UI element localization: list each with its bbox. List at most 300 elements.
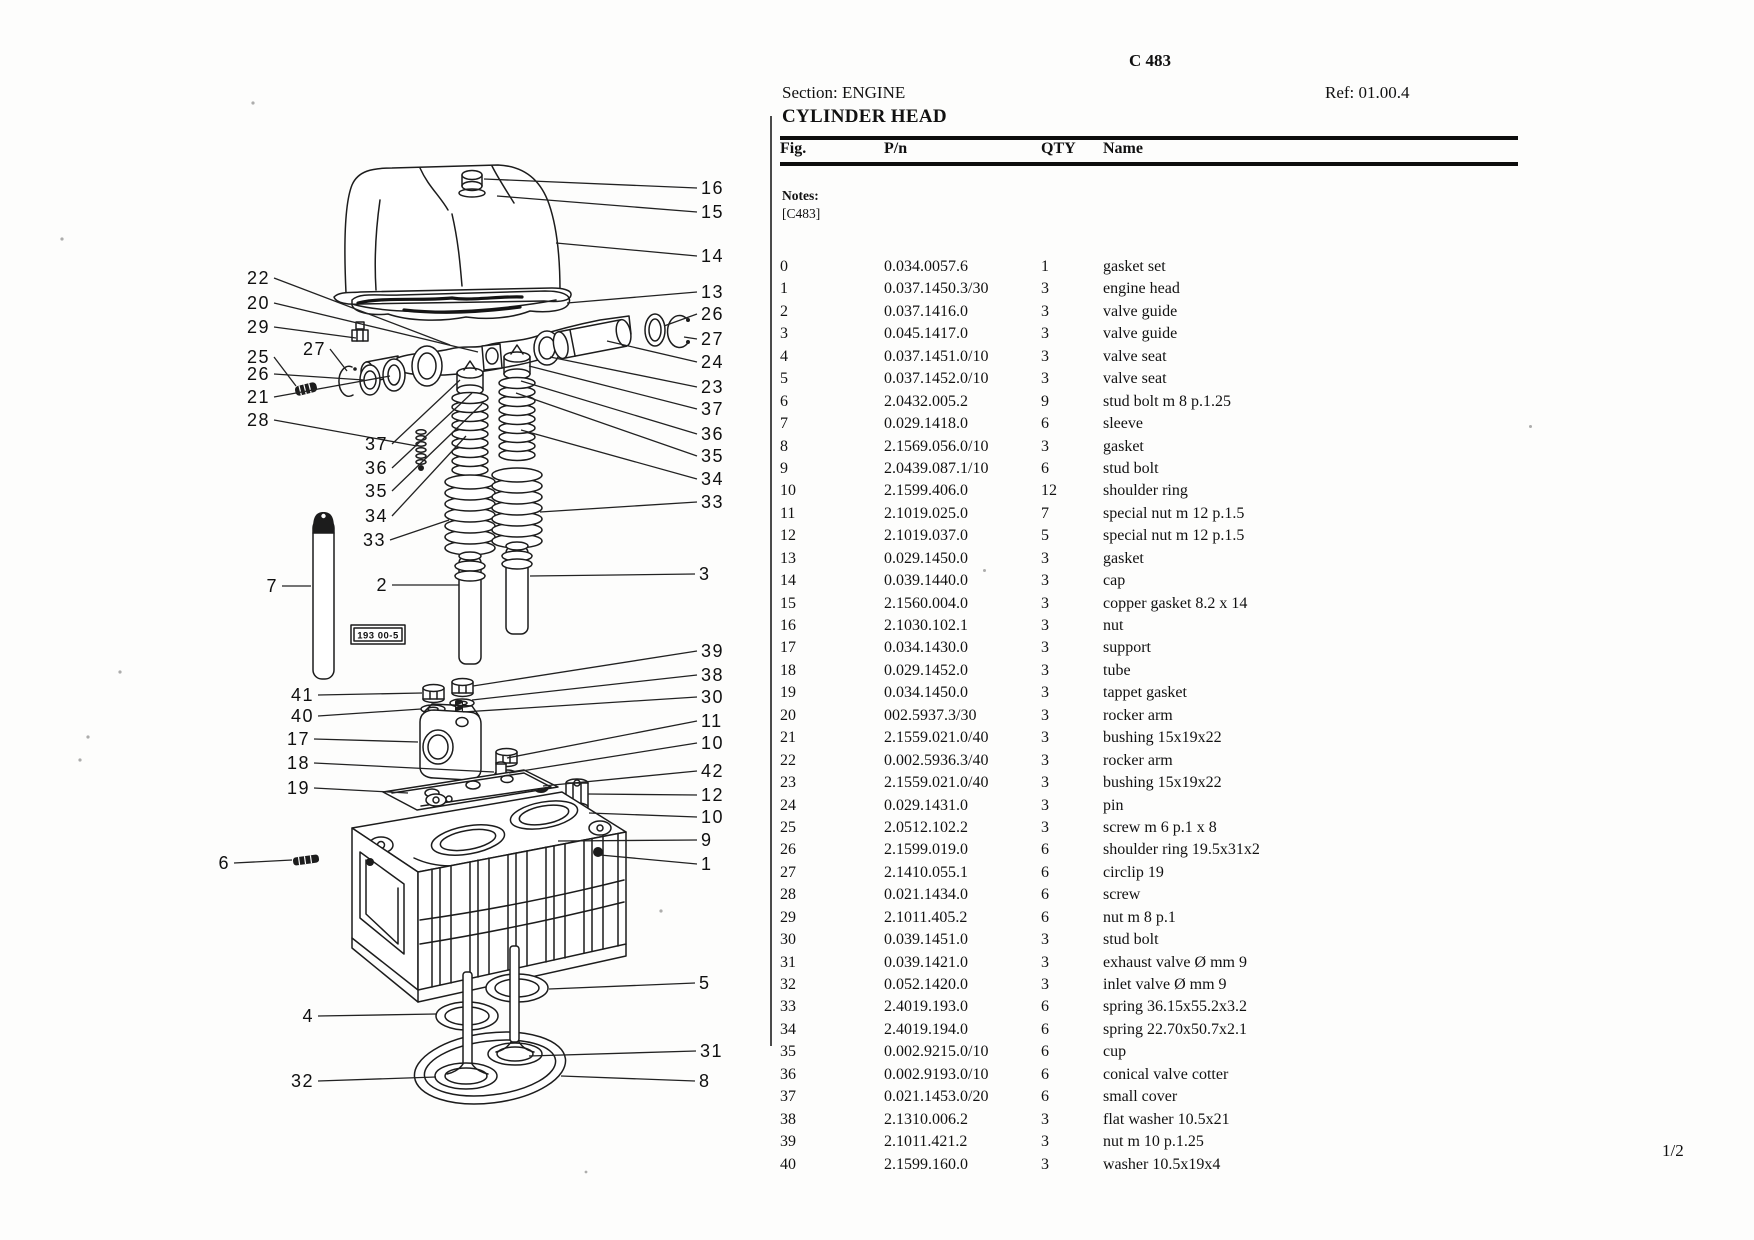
svg-text:12: 12 [701, 785, 725, 805]
cell-pn: 0.037.1451.0/10 [884, 347, 989, 365]
cell-name: bushing 15x19x22 [1103, 729, 1222, 747]
table-row [780, 795, 1518, 817]
cell-pn: 0.034.0057.6 [884, 258, 968, 275]
callout-35 [516, 393, 724, 466]
cell-pn: 2.0512.102.2 [884, 818, 968, 836]
cell-pn: 0.029.1452.0 [884, 661, 968, 679]
cell-fig: 13 [780, 549, 796, 567]
table-row [780, 772, 1518, 794]
svg-text:1: 1 [701, 854, 713, 874]
table-row [780, 1041, 1518, 1063]
cell-qty: 3 [1041, 280, 1049, 298]
cell-qty: 3 [1041, 370, 1049, 388]
cell-name: support [1103, 639, 1151, 657]
cell-pn: 2.1599.406.0 [884, 482, 968, 500]
callout-14 [556, 243, 724, 266]
page-title: CYLINDER HEAD [782, 106, 947, 127]
svg-text:38: 38 [701, 665, 725, 685]
table-row [780, 996, 1518, 1018]
scan-dot [983, 569, 986, 572]
callout-5 [549, 973, 711, 993]
cell-qty: 3 [1041, 684, 1049, 702]
svg-text:27: 27 [701, 329, 725, 349]
cell-fig: 9 [780, 459, 788, 477]
svg-text:35: 35 [701, 446, 725, 466]
callout-11 [507, 711, 723, 758]
cell-fig: 33 [780, 998, 796, 1016]
table-row [780, 593, 1518, 615]
callout-29 [247, 317, 356, 338]
table-row [780, 480, 1518, 502]
svg-text:19: 19 [286, 778, 310, 798]
cell-qty: 3 [1041, 818, 1049, 836]
cell-pn: 0.039.1440.0 [884, 572, 968, 590]
cell-qty: 12 [1041, 482, 1057, 500]
cell-qty: 6 [1041, 1020, 1049, 1038]
cell-name: rocker arm [1103, 751, 1173, 769]
callout-27 [684, 329, 724, 349]
svg-text:5: 5 [699, 973, 711, 993]
callout-12 [588, 785, 724, 805]
cell-fig: 35 [780, 1043, 796, 1061]
cell-name: shoulder ring [1103, 482, 1188, 500]
cell-qty: 6 [1041, 415, 1049, 433]
cell-name: stud bolt [1103, 931, 1159, 949]
cell-pn: 0.045.1417.0 [884, 325, 968, 343]
table-row [780, 884, 1518, 906]
cell-name: rocker arm [1103, 706, 1173, 724]
cell-pn: 0.002.5936.3/40 [884, 751, 989, 769]
cell-name: nut m 8 p.1 [1103, 908, 1176, 926]
callout-8 [561, 1071, 711, 1091]
callout-7 [266, 576, 311, 596]
svg-text:33: 33 [701, 492, 725, 512]
cell-pn: 2.0432.005.2 [884, 392, 968, 410]
callout-28 [247, 410, 417, 446]
cell-qty: 3 [1041, 1110, 1049, 1128]
cell-name: small cover [1103, 1088, 1178, 1106]
svg-text:26: 26 [246, 364, 270, 384]
svg-text:28: 28 [246, 410, 270, 430]
svg-text:7: 7 [266, 576, 278, 596]
cell-qty: 3 [1041, 639, 1049, 657]
cell-name: tappet gasket [1103, 684, 1187, 702]
svg-text:23: 23 [701, 377, 725, 397]
table-row [780, 750, 1518, 772]
cell-name: special nut m 12 p.1.5 [1103, 504, 1245, 522]
table-row [780, 548, 1518, 570]
cell-pn: 0.037.1450.3/30 [884, 280, 989, 298]
cell-fig: 29 [780, 908, 796, 926]
head-block [352, 792, 626, 1002]
table-header [780, 140, 1518, 158]
table-row [780, 278, 1518, 300]
page-number: 1/2 [1662, 1141, 1684, 1160]
svg-text:36: 36 [701, 424, 725, 444]
table-row [780, 839, 1518, 861]
cell-qty: 3 [1041, 751, 1049, 769]
cell-pn: 0.029.1431.0 [884, 796, 968, 814]
table-row [780, 1154, 1518, 1176]
cell-name: spring 22.70x50.7x2.1 [1103, 1020, 1247, 1038]
cell-pn: 0.021.1453.0/20 [884, 1088, 989, 1106]
cell-fig: 39 [780, 1133, 796, 1151]
drawing-number-box [351, 625, 405, 644]
callout-6 [218, 853, 292, 873]
cell-fig: 24 [780, 796, 796, 814]
cell-qty: 3 [1041, 594, 1049, 612]
table-row [780, 1109, 1518, 1131]
cell-pn: 2.1310.006.2 [884, 1110, 968, 1128]
cell-name: circlip 19 [1103, 863, 1164, 881]
cell-pn: 0.037.1416.0 [884, 302, 968, 320]
cell-pn: 0.039.1451.0 [884, 931, 968, 949]
callout-17 [287, 729, 418, 749]
svg-text:24: 24 [701, 352, 725, 372]
cell-name: pin [1103, 796, 1124, 814]
svg-text:8: 8 [699, 1071, 711, 1091]
svg-text:6: 6 [218, 853, 230, 873]
cell-fig: 19 [780, 684, 796, 702]
cell-pn: 2.1410.055.1 [884, 863, 968, 881]
callout-33 [540, 492, 724, 512]
svg-text:11: 11 [701, 711, 723, 731]
cell-name: sleeve [1103, 415, 1143, 433]
callout-4 [302, 1006, 436, 1026]
cell-pn: 0.037.1452.0/10 [884, 370, 989, 388]
cell-fig: 26 [780, 841, 796, 859]
cell-name: flat washer 10.5x21 [1103, 1110, 1230, 1128]
cell-qty: 6 [1041, 1088, 1049, 1106]
table-row [780, 1064, 1518, 1086]
cell-fig: 23 [780, 774, 796, 792]
cell-name: conical valve cotter [1103, 1065, 1229, 1083]
callout-26 [664, 304, 724, 326]
table-row [780, 660, 1518, 682]
svg-text:33: 33 [362, 530, 386, 550]
cell-fig: 28 [780, 886, 796, 904]
cell-pn: 2.1019.025.0 [884, 504, 968, 522]
table-row [780, 682, 1518, 704]
cell-fig: 17 [780, 639, 796, 657]
callout-2 [376, 575, 459, 595]
cell-name: nut m 10 p.1.25 [1103, 1133, 1204, 1151]
cell-fig: 37 [780, 1088, 796, 1106]
svg-text:39: 39 [701, 641, 725, 661]
table-row [780, 907, 1518, 929]
svg-text:35: 35 [364, 481, 388, 501]
scan-dot [1529, 425, 1532, 428]
cell-name: nut [1103, 617, 1124, 634]
table-row [780, 525, 1518, 547]
screw-spring [416, 430, 426, 471]
svg-text:10: 10 [701, 733, 725, 753]
ref-label: Ref: 01.00.4 [1325, 83, 1410, 102]
cell-name: gasket [1103, 549, 1144, 567]
cell-pn: 0.021.1434.0 [884, 886, 968, 904]
cell-pn: 2.1011.421.2 [884, 1133, 968, 1151]
cell-name: valve guide [1103, 325, 1178, 343]
cell-qty: 6 [1041, 1043, 1049, 1061]
svg-text:37: 37 [364, 434, 388, 454]
table-row [780, 974, 1518, 996]
cell-qty: 6 [1041, 998, 1049, 1016]
svg-text:3: 3 [699, 564, 711, 584]
table-row [780, 436, 1518, 458]
svg-text:18: 18 [286, 753, 310, 773]
cell-pn: 2.4019.193.0 [884, 998, 968, 1016]
table-row [780, 1086, 1518, 1108]
cell-qty: 3 [1041, 729, 1049, 747]
cell-name: valve seat [1103, 370, 1167, 388]
table-row [780, 705, 1518, 727]
cell-fig: 20 [780, 706, 796, 724]
cell-qty: 3 [1041, 661, 1049, 679]
cell-pn: 2.1560.004.0 [884, 594, 968, 612]
callout-34 [521, 430, 724, 489]
svg-text:29: 29 [246, 317, 270, 337]
sleeve-tube [313, 512, 334, 679]
cell-name: special nut m 12 p.1.5 [1103, 527, 1245, 545]
cell-fig: 6 [780, 392, 788, 410]
cell-pn: 0.029.1450.0 [884, 549, 968, 567]
callout-38 [472, 665, 724, 700]
table-row [780, 503, 1518, 525]
cell-qty: 3 [1041, 796, 1049, 814]
table-row [780, 929, 1518, 951]
svg-text:26: 26 [701, 304, 725, 324]
cell-name: spring 36.15x55.2x3.2 [1103, 998, 1247, 1016]
cell-qty: 3 [1041, 617, 1049, 634]
parts-table [780, 256, 1518, 1176]
cell-pn: 2.1569.056.0/10 [884, 437, 989, 455]
cell-pn: 2.1030.102.1 [884, 617, 968, 634]
notes-value: [C483] [782, 206, 821, 221]
cell-fig: 31 [780, 953, 796, 971]
cell-fig: 0 [780, 258, 788, 275]
notes-label: Notes: [782, 188, 819, 203]
header-rule-top [780, 136, 1518, 140]
callout-40 [291, 706, 421, 726]
cell-qty: 3 [1041, 437, 1049, 455]
doc-code: C 483 [1128, 51, 1172, 70]
cell-qty: 3 [1041, 953, 1049, 971]
cell-name: stud bolt m 8 p.1.25 [1103, 392, 1232, 410]
cell-fig: 5 [780, 370, 788, 388]
cell-fig: 22 [780, 751, 796, 769]
table-row [780, 256, 1518, 278]
cell-qty: 6 [1041, 863, 1049, 881]
table-row [780, 862, 1518, 884]
callout-23 [550, 357, 724, 397]
cell-qty: 3 [1041, 976, 1049, 993]
col-header-fig: Fig. [780, 140, 807, 157]
svg-text:27: 27 [302, 339, 326, 359]
svg-text:36: 36 [364, 458, 388, 478]
table-row [780, 458, 1518, 480]
cell-fig: 3 [780, 325, 788, 343]
cell-fig: 1 [780, 280, 788, 298]
table-row [780, 817, 1518, 839]
cell-name: exhaust valve Ø mm 9 [1103, 953, 1247, 971]
svg-text:16: 16 [701, 178, 725, 198]
cell-pn: 2.1599.019.0 [884, 841, 968, 859]
table-row [780, 323, 1518, 345]
cell-qty: 6 [1041, 908, 1049, 926]
svg-text:21: 21 [246, 387, 270, 407]
cell-name: screw m 6 p.1 x 8 [1103, 818, 1217, 836]
drawing-number: 193 00-5 [357, 630, 399, 642]
cell-qty: 6 [1041, 459, 1049, 477]
cell-fig: 34 [780, 1020, 796, 1038]
callout-30 [463, 687, 724, 712]
table-row [780, 615, 1518, 637]
svg-text:41: 41 [290, 685, 314, 705]
cell-name: valve guide [1103, 302, 1178, 320]
cell-fig: 38 [780, 1110, 796, 1128]
cell-fig: 30 [780, 931, 796, 949]
svg-text:4: 4 [302, 1006, 314, 1026]
table-row [780, 637, 1518, 659]
svg-text:30: 30 [701, 687, 725, 707]
cell-fig: 12 [780, 527, 796, 545]
cell-pn: 0.002.9193.0/10 [884, 1065, 989, 1083]
cell-fig: 14 [780, 572, 796, 590]
table-row [780, 570, 1518, 592]
cell-fig: 16 [780, 617, 796, 634]
scan-fold-line [770, 116, 772, 1046]
cell-fig: 2 [780, 302, 788, 320]
valve-guides [455, 542, 532, 664]
cell-pn: 0.029.1418.0 [884, 415, 968, 433]
cell-qty: 7 [1041, 504, 1049, 522]
cell-fig: 32 [780, 976, 796, 993]
cell-fig: 40 [780, 1155, 796, 1173]
cell-name: tube [1103, 661, 1131, 679]
cell-qty: 1 [1041, 258, 1049, 275]
cell-pn: 2.1599.160.0 [884, 1155, 968, 1173]
svg-text:42: 42 [701, 761, 725, 781]
svg-text:31: 31 [700, 1041, 724, 1061]
svg-text:25: 25 [246, 347, 270, 367]
cell-pn: 2.1019.037.0 [884, 527, 968, 545]
callout-13 [567, 282, 724, 303]
col-header-qty: QTY [1041, 140, 1076, 157]
cell-qty: 3 [1041, 1155, 1049, 1173]
callout-10 [509, 733, 724, 773]
cell-fig: 4 [780, 347, 788, 365]
valve-cover [334, 165, 571, 311]
svg-text:17: 17 [286, 729, 310, 749]
cell-name: cup [1103, 1043, 1127, 1061]
cell-qty: 3 [1041, 302, 1049, 320]
cell-qty: 3 [1041, 774, 1049, 792]
table-row [780, 1019, 1518, 1041]
cell-name: valve seat [1103, 347, 1167, 365]
cell-qty: 9 [1041, 392, 1049, 410]
svg-text:34: 34 [364, 506, 388, 526]
svg-text:20: 20 [246, 293, 270, 313]
section-label: Section: ENGINE [782, 83, 906, 102]
svg-text:10: 10 [701, 807, 725, 827]
cell-name: copper gasket 8.2 x 14 [1103, 594, 1248, 612]
col-header-name: Name [1103, 140, 1143, 157]
svg-text:37: 37 [701, 399, 725, 419]
cell-pn: 2.1559.021.0/40 [884, 774, 989, 792]
table-row [780, 727, 1518, 749]
cell-pn: 2.1559.021.0/40 [884, 729, 989, 747]
callout-41 [291, 685, 422, 705]
cell-pn: 0.002.9215.0/10 [884, 1043, 989, 1061]
table-row [780, 368, 1518, 390]
cell-fig: 15 [780, 594, 796, 612]
table-row [780, 301, 1518, 323]
cell-name: bushing 15x19x22 [1103, 774, 1222, 792]
svg-text:34: 34 [701, 469, 725, 489]
cell-pn: 0.034.1430.0 [884, 639, 968, 657]
cell-fig: 11 [780, 504, 796, 522]
cell-qty: 3 [1041, 325, 1049, 343]
cell-qty: 6 [1041, 1065, 1049, 1083]
svg-text:14: 14 [701, 246, 725, 266]
cell-pn: 002.5937.3/30 [884, 706, 977, 724]
cell-name: gasket set [1103, 258, 1166, 275]
cell-name: inlet valve Ø mm 9 [1103, 976, 1227, 993]
svg-text:32: 32 [290, 1071, 314, 1091]
svg-text:22: 22 [246, 268, 270, 288]
cell-fig: 7 [780, 415, 788, 433]
col-header-pn: P/n [884, 140, 908, 157]
cell-pn: 0.052.1420.0 [884, 976, 968, 993]
cell-qty: 3 [1041, 347, 1049, 365]
header-rule-bottom [780, 162, 1518, 166]
cell-pn: 2.1011.405.2 [884, 908, 968, 926]
cell-name: engine head [1103, 280, 1180, 298]
cell-name: shoulder ring 19.5x31x2 [1103, 841, 1260, 859]
svg-text:9: 9 [701, 830, 713, 850]
cell-fig: 8 [780, 437, 788, 455]
svg-text:15: 15 [701, 202, 725, 222]
cell-qty: 3 [1041, 931, 1049, 949]
svg-text:40: 40 [290, 706, 314, 726]
cell-qty: 3 [1041, 549, 1049, 567]
cell-fig: 36 [780, 1065, 796, 1083]
cell-fig: 27 [780, 863, 796, 881]
cell-qty: 6 [1041, 841, 1049, 859]
cell-pn: 0.034.1450.0 [884, 684, 968, 702]
cell-fig: 18 [780, 661, 796, 679]
cell-name: gasket [1103, 437, 1144, 455]
table-row [780, 391, 1518, 413]
table-row [780, 952, 1518, 974]
cell-fig: 25 [780, 818, 796, 836]
cell-name: stud bolt [1103, 459, 1159, 477]
cell-name: screw [1103, 886, 1141, 904]
cell-qty: 3 [1041, 1133, 1049, 1151]
table-row [780, 1131, 1518, 1153]
table-row [780, 413, 1518, 435]
cell-qty: 5 [1041, 527, 1049, 545]
callout-39 [473, 641, 724, 686]
svg-text:13: 13 [701, 282, 725, 302]
cell-qty: 6 [1041, 886, 1049, 904]
callout-27 [303, 339, 347, 371]
cell-fig: 10 [780, 482, 796, 500]
svg-text:2: 2 [376, 575, 388, 595]
table-row [780, 346, 1518, 368]
cell-pn: 0.039.1421.0 [884, 953, 968, 971]
cell-qty: 3 [1041, 706, 1049, 724]
